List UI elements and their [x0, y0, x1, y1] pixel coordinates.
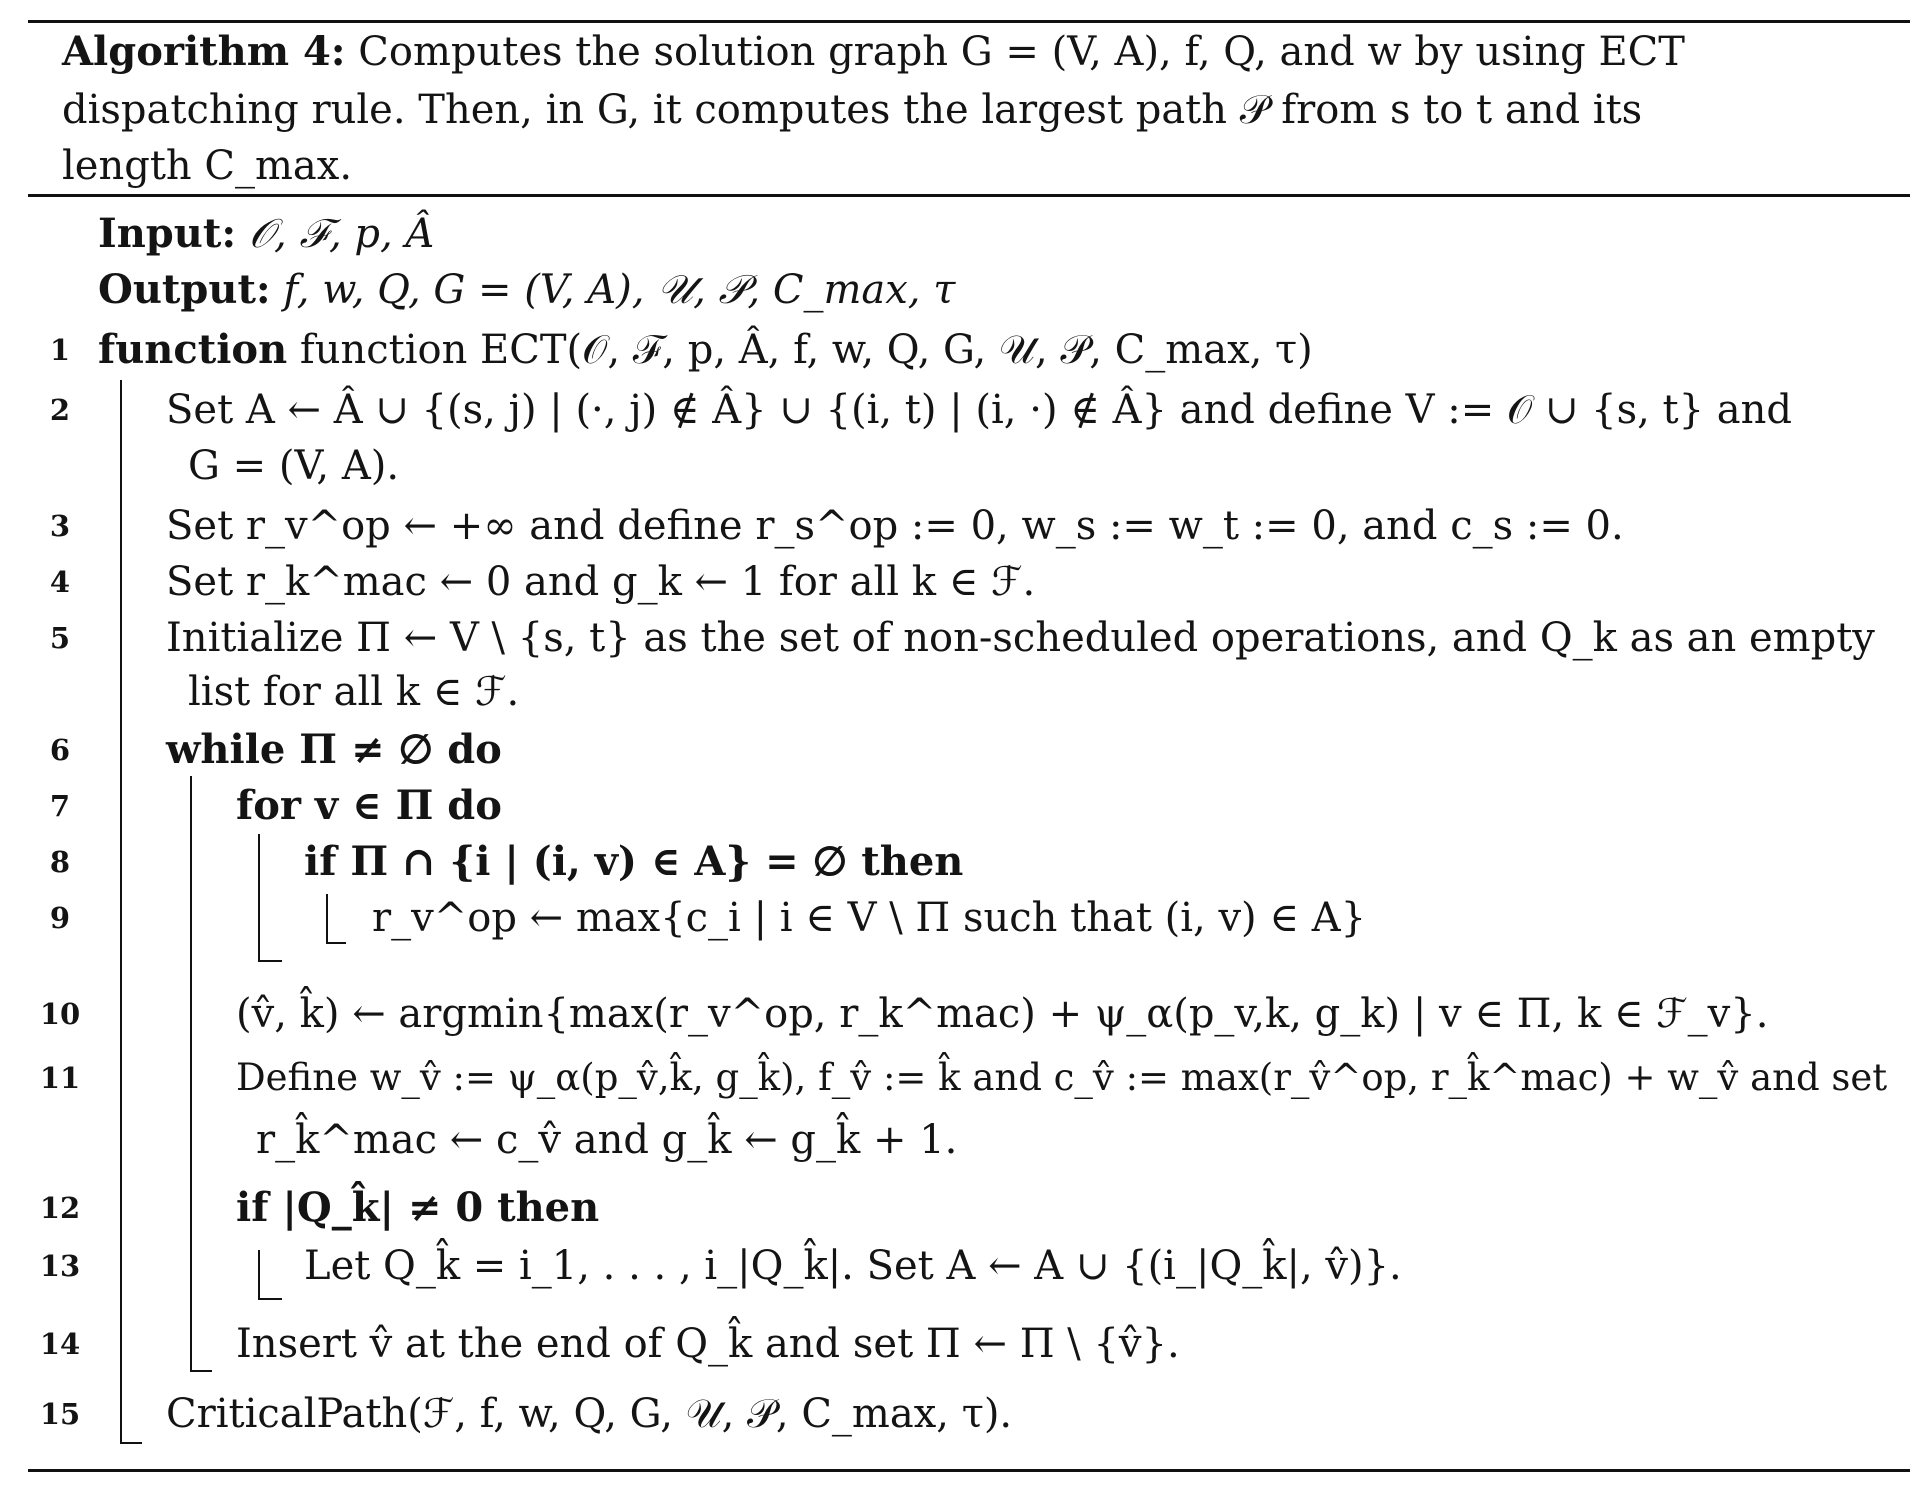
algo-line-1-text: function ECT(𝒪, ℱ, p, Â, f, w, Q, G, 𝒰, 𝒫, C_max, τ): [299, 327, 1313, 373]
for-scope-end: [258, 960, 282, 962]
algo-line-6: while Π ≠ ∅ do: [166, 726, 502, 773]
line-number: 5: [49, 621, 71, 655]
algo-line-7: for v ∈ Π do: [236, 782, 502, 829]
while-scope-end: [190, 1370, 212, 1372]
line-number: 7: [49, 789, 71, 823]
while-scope-bar: [190, 776, 192, 1372]
bottom-rule: [28, 1469, 1910, 1472]
if2-scope-end: [258, 1298, 282, 1300]
algo-line-14: Insert v̂ at the end of Q_k̂ and set Π ← Π \ {v̂}.: [236, 1321, 1180, 1367]
line-number: 9: [49, 901, 71, 935]
input-line: [98, 208, 434, 260]
line-number: 13: [39, 1249, 81, 1283]
if-scope-bar: [326, 894, 328, 944]
line-number: 3: [49, 509, 71, 543]
function-scope-end: [120, 1442, 142, 1444]
algo-line-10: (v̂, k̂) ← argmin{max(r_v^op, r_k^mac) + ψ_α(p_v,k, g_k) | v ∈ Π, k ∈ ℱ_v}.: [236, 991, 1769, 1037]
algo-line-11-cont: r_k̂^mac ← c_v̂ and g_k̂ ← g_k̂ + 1.: [256, 1117, 958, 1163]
top-rule: [28, 20, 1910, 23]
algo-line-2: Set A ← Â ∪ {(s, j) | (·, j) ∉ Â} ∪ {(i, t) | (i, ·) ∉ Â} and define V := 𝒪 ∪ {s, t} and: [166, 387, 1792, 433]
algo-line-9: r_v^op ← max{c_i | i ∈ V \ Π such that (i, v) ∈ A}: [372, 895, 1367, 941]
algo-line-2-cont: G = (V, A).: [188, 443, 400, 489]
algo-line-3: Set r_v^op ← +∞ and define r_s^op := 0, w_s := w_t := 0, and c_s := 0.: [166, 503, 1624, 549]
algo-line-4: Set r_k^mac ← 0 and g_k ← 1 for all k ∈ ℱ.: [166, 559, 1036, 605]
output-line: [98, 264, 955, 316]
algo-line-8: if Π ∩ {i | (i, v) ∈ A} = ∅ then: [304, 838, 964, 885]
line-number: 6: [49, 733, 71, 767]
output-label: Output:: [98, 266, 271, 313]
input-text: 𝒪, ℱ, p, Â: [248, 211, 435, 257]
caption-line-3: length C_max.: [62, 143, 353, 189]
line-number: 11: [39, 1061, 81, 1095]
caption-rule: [28, 194, 1910, 197]
line-number: 12: [39, 1191, 81, 1225]
line-number: 10: [39, 997, 81, 1031]
algo-line-5: Initialize Π ← V \ {s, t} as the set of non-scheduled operations, and Q_k as an empty: [166, 615, 1875, 661]
algorithm-label: Algorithm 4:: [62, 28, 346, 75]
algo-line-13: Let Q_k̂ = i_1, . . . , i_|Q_k̂|. Set A ← A ∪ {(i_|Q_k̂|, v̂)}.: [304, 1243, 1402, 1289]
line-number: 4: [49, 565, 71, 599]
if-scope-end: [326, 942, 346, 944]
caption-line-1: Computes the solution graph G = (V, A), f, Q, and w by using ECT: [358, 29, 1685, 75]
line-number: 2: [49, 393, 71, 427]
algo-line-5-cont: list for all k ∈ ℱ.: [188, 669, 520, 715]
line-number: 14: [39, 1327, 81, 1361]
algo-line-12: if |Q_k̂| ≠ 0 then: [236, 1184, 600, 1231]
algo-line-1: function function ECT(𝒪, ℱ, p, Â, f, w, Q, G, 𝒰, 𝒫, C_max, τ): [98, 326, 1313, 373]
line-number: 8: [49, 845, 71, 879]
line-number: 1: [49, 333, 71, 367]
output-text: f, w, Q, G = (V, A), 𝒰, 𝒫, C_max, τ: [283, 267, 956, 313]
algo-line-11: Define w_v̂ := ψ_α(p_v̂,k̂, g_k̂), f_v̂ := k̂ and c_v̂ := max(r_v̂^op, r_k̂^mac) + w_v̂ and set: [236, 1056, 1888, 1099]
function-scope-bar: [120, 380, 122, 1444]
algo-line-15: CriticalPath(ℱ, f, w, Q, G, 𝒰, 𝒫, C_max, τ).: [166, 1391, 1013, 1437]
input-label: Input:: [98, 210, 237, 257]
caption-line-2: dispatching rule. Then, in G, it computes the largest path 𝒫 from s to t and its: [62, 87, 1643, 133]
line-number: 15: [39, 1397, 81, 1431]
if2-scope-bar: [258, 1250, 260, 1300]
for-scope-bar: [258, 834, 260, 962]
